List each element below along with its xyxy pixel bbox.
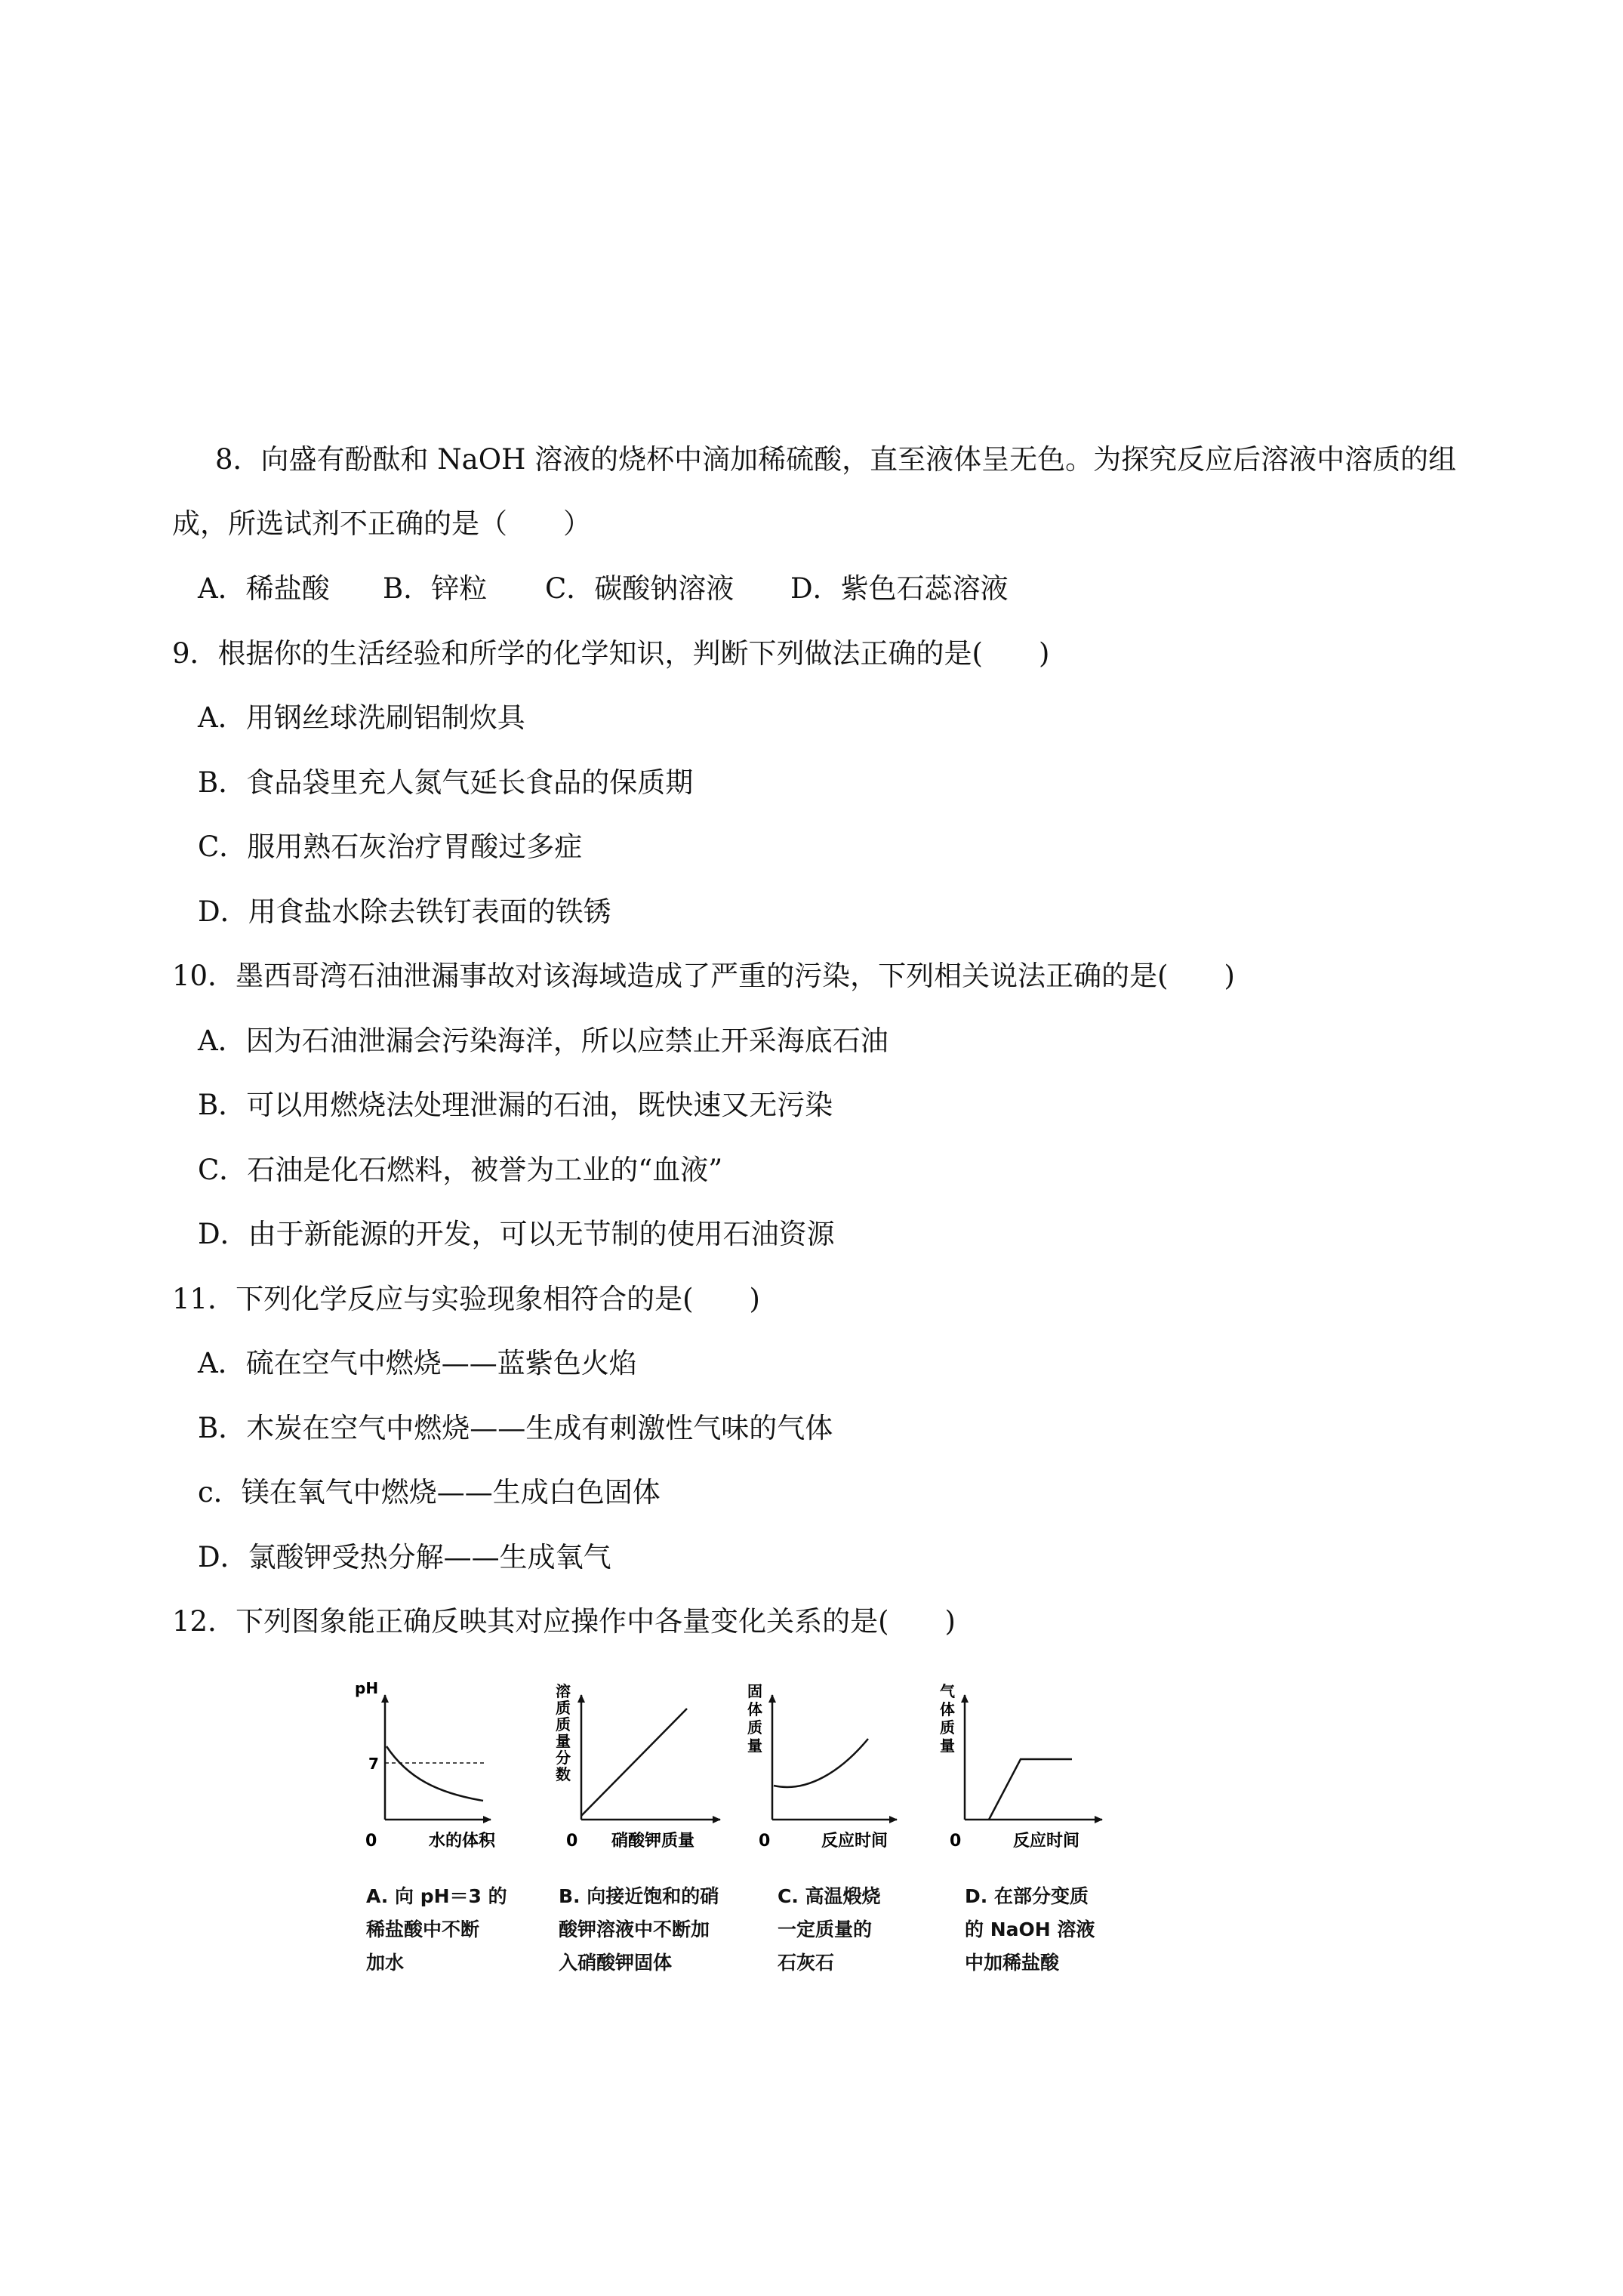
caption-line: 一定质量的 (778, 1918, 873, 1940)
graph-d-y-char: 量 (940, 1737, 955, 1755)
graph-a (355, 1680, 496, 1851)
graph-c (747, 1682, 897, 1851)
graph-b (556, 1682, 720, 1851)
graph-c-y-label (747, 1682, 762, 1755)
caption-line: 加水 (366, 1952, 405, 1974)
graph-d-y-label (940, 1682, 955, 1755)
graph-d (940, 1682, 1102, 1851)
graph-d-caption (965, 1880, 1095, 1980)
caption-line: 入硝酸钾固体 (559, 1952, 673, 1974)
graph-c-y-char: 固 (747, 1682, 762, 1700)
graph-b-caption (559, 1880, 719, 1980)
caption-line: B. 向接近饱和的硝 (559, 1885, 719, 1907)
graph-b-y-char: 量 (556, 1732, 571, 1750)
q9-option-d: D．用食盐水除去铁钉表面的铁锈 (198, 895, 611, 928)
q8-option-b: B．锌粒 (383, 572, 488, 605)
q11-option-b: B．木炭在空气中燃烧——生成有刺激性气味的气体 (198, 1412, 833, 1444)
graph-b-origin: 0 (566, 1832, 578, 1851)
q9-option-a: A．用钢丝球洗刷铝制炊具 (198, 701, 525, 734)
q8-option-a: A．稀盐酸 (198, 572, 330, 605)
graph-a-tick-7: 7 (368, 1755, 379, 1773)
graph-b-y-char: 数 (556, 1765, 571, 1783)
q10-option-a: A．因为石油泄漏会污染海洋，所以应禁止开采海底石油 (198, 1025, 888, 1057)
graph-c-curve (774, 1739, 868, 1787)
graph-c-y-char: 量 (747, 1737, 762, 1755)
graph-b-line (581, 1709, 687, 1816)
q8-options (198, 571, 1009, 607)
q11-option-d: D．氯酸钾受热分解——生成氧气 (198, 1541, 611, 1573)
graph-a-x-label: 水的体积 (429, 1832, 496, 1851)
q8-option-d: D．紫色石蕊溶液 (790, 572, 1009, 605)
graph-a-curve (387, 1746, 483, 1801)
graph-b-y-char: 质 (556, 1699, 571, 1717)
graph-c-caption (778, 1880, 881, 1980)
q10-stem: 10．墨西哥湾石油泄漏事故对该海域造成了严重的污染，下列相关说法正确的是( ) (172, 960, 1235, 992)
q11-option-c: c．镁在氧气中燃烧——生成白色固体 (198, 1476, 661, 1509)
q12-figure (355, 1680, 1125, 2012)
q9-stem: 9．根据你的生活经验和所学的化学知识，判断下列做法正确的是( ) (172, 637, 1050, 670)
q11-stem: 11．下列化学反应与实验现象相符合的是( ) (172, 1283, 760, 1315)
graph-b-y-char: 分 (556, 1749, 571, 1767)
graph-b-y-label (556, 1682, 571, 1783)
graph-d-y-char: 气 (940, 1682, 955, 1700)
caption-line: 的 NaOH 溶液 (965, 1918, 1095, 1940)
q9-option-c: C．服用熟石灰治疗胃酸过多症 (198, 831, 583, 863)
q10-option-b: B．可以用燃烧法处理泄漏的石油，既快速又无污染 (198, 1089, 833, 1121)
caption-line: A. 向 pH＝3 的 (366, 1885, 507, 1907)
q8-stem-line2: 成，所选试剂不正确的是（ ） (172, 507, 591, 540)
caption-line: 石灰石 (778, 1952, 835, 1974)
graph-a-caption (366, 1880, 507, 1980)
graph-d-y-char: 质 (940, 1718, 955, 1737)
q11-option-a: A．硫在空气中燃烧——蓝紫色火焰 (198, 1347, 637, 1379)
graph-c-y-char: 体 (747, 1700, 762, 1718)
graph-b-x-label: 硝酸钾质量 (611, 1832, 695, 1851)
graph-d-line (989, 1759, 1072, 1820)
q8-option-c: C．碳酸钠溶液 (545, 572, 735, 605)
caption-line: 稀盐酸中不断 (366, 1918, 480, 1940)
graph-c-y-char: 质 (747, 1718, 762, 1737)
graph-c-x-label: 反应时间 (821, 1832, 888, 1851)
caption-line: C. 高温煅烧 (778, 1885, 881, 1907)
q9-option-b: B．食品袋里充人氮气延长食品的保质期 (198, 766, 694, 799)
graph-d-origin: 0 (950, 1832, 962, 1851)
graph-a-origin: 0 (365, 1832, 377, 1851)
q12-graphs (355, 1680, 1125, 1854)
caption-line: 中加稀盐酸 (965, 1952, 1060, 1974)
q10-option-d: D．由于新能源的开发，可以无节制的使用石油资源 (198, 1218, 835, 1250)
caption-line: 酸钾溶液中不断加 (559, 1918, 710, 1940)
graph-d-x-label: 反应时间 (1013, 1832, 1080, 1851)
graph-a-y-label: pH (355, 1680, 379, 1697)
graph-b-y-char: 质 (556, 1715, 571, 1734)
graph-d-y-char: 体 (940, 1700, 955, 1718)
q12-stem: 12．下列图象能正确反映其对应操作中各量变化关系的是( ) (172, 1605, 956, 1638)
caption-line: D. 在部分变质 (965, 1885, 1089, 1907)
graph-b-y-char: 溶 (556, 1682, 571, 1700)
graph-c-origin: 0 (759, 1832, 771, 1851)
q8-stem-line1: 8．向盛有酚酞和 NaOH 溶液的烧杯中滴加稀硫酸，直至液体呈无色。为探究反应后溶液中溶质的组 (215, 443, 1457, 476)
q10-option-c: C．石油是化石燃料，被誉为工业的“血液” (198, 1154, 723, 1186)
